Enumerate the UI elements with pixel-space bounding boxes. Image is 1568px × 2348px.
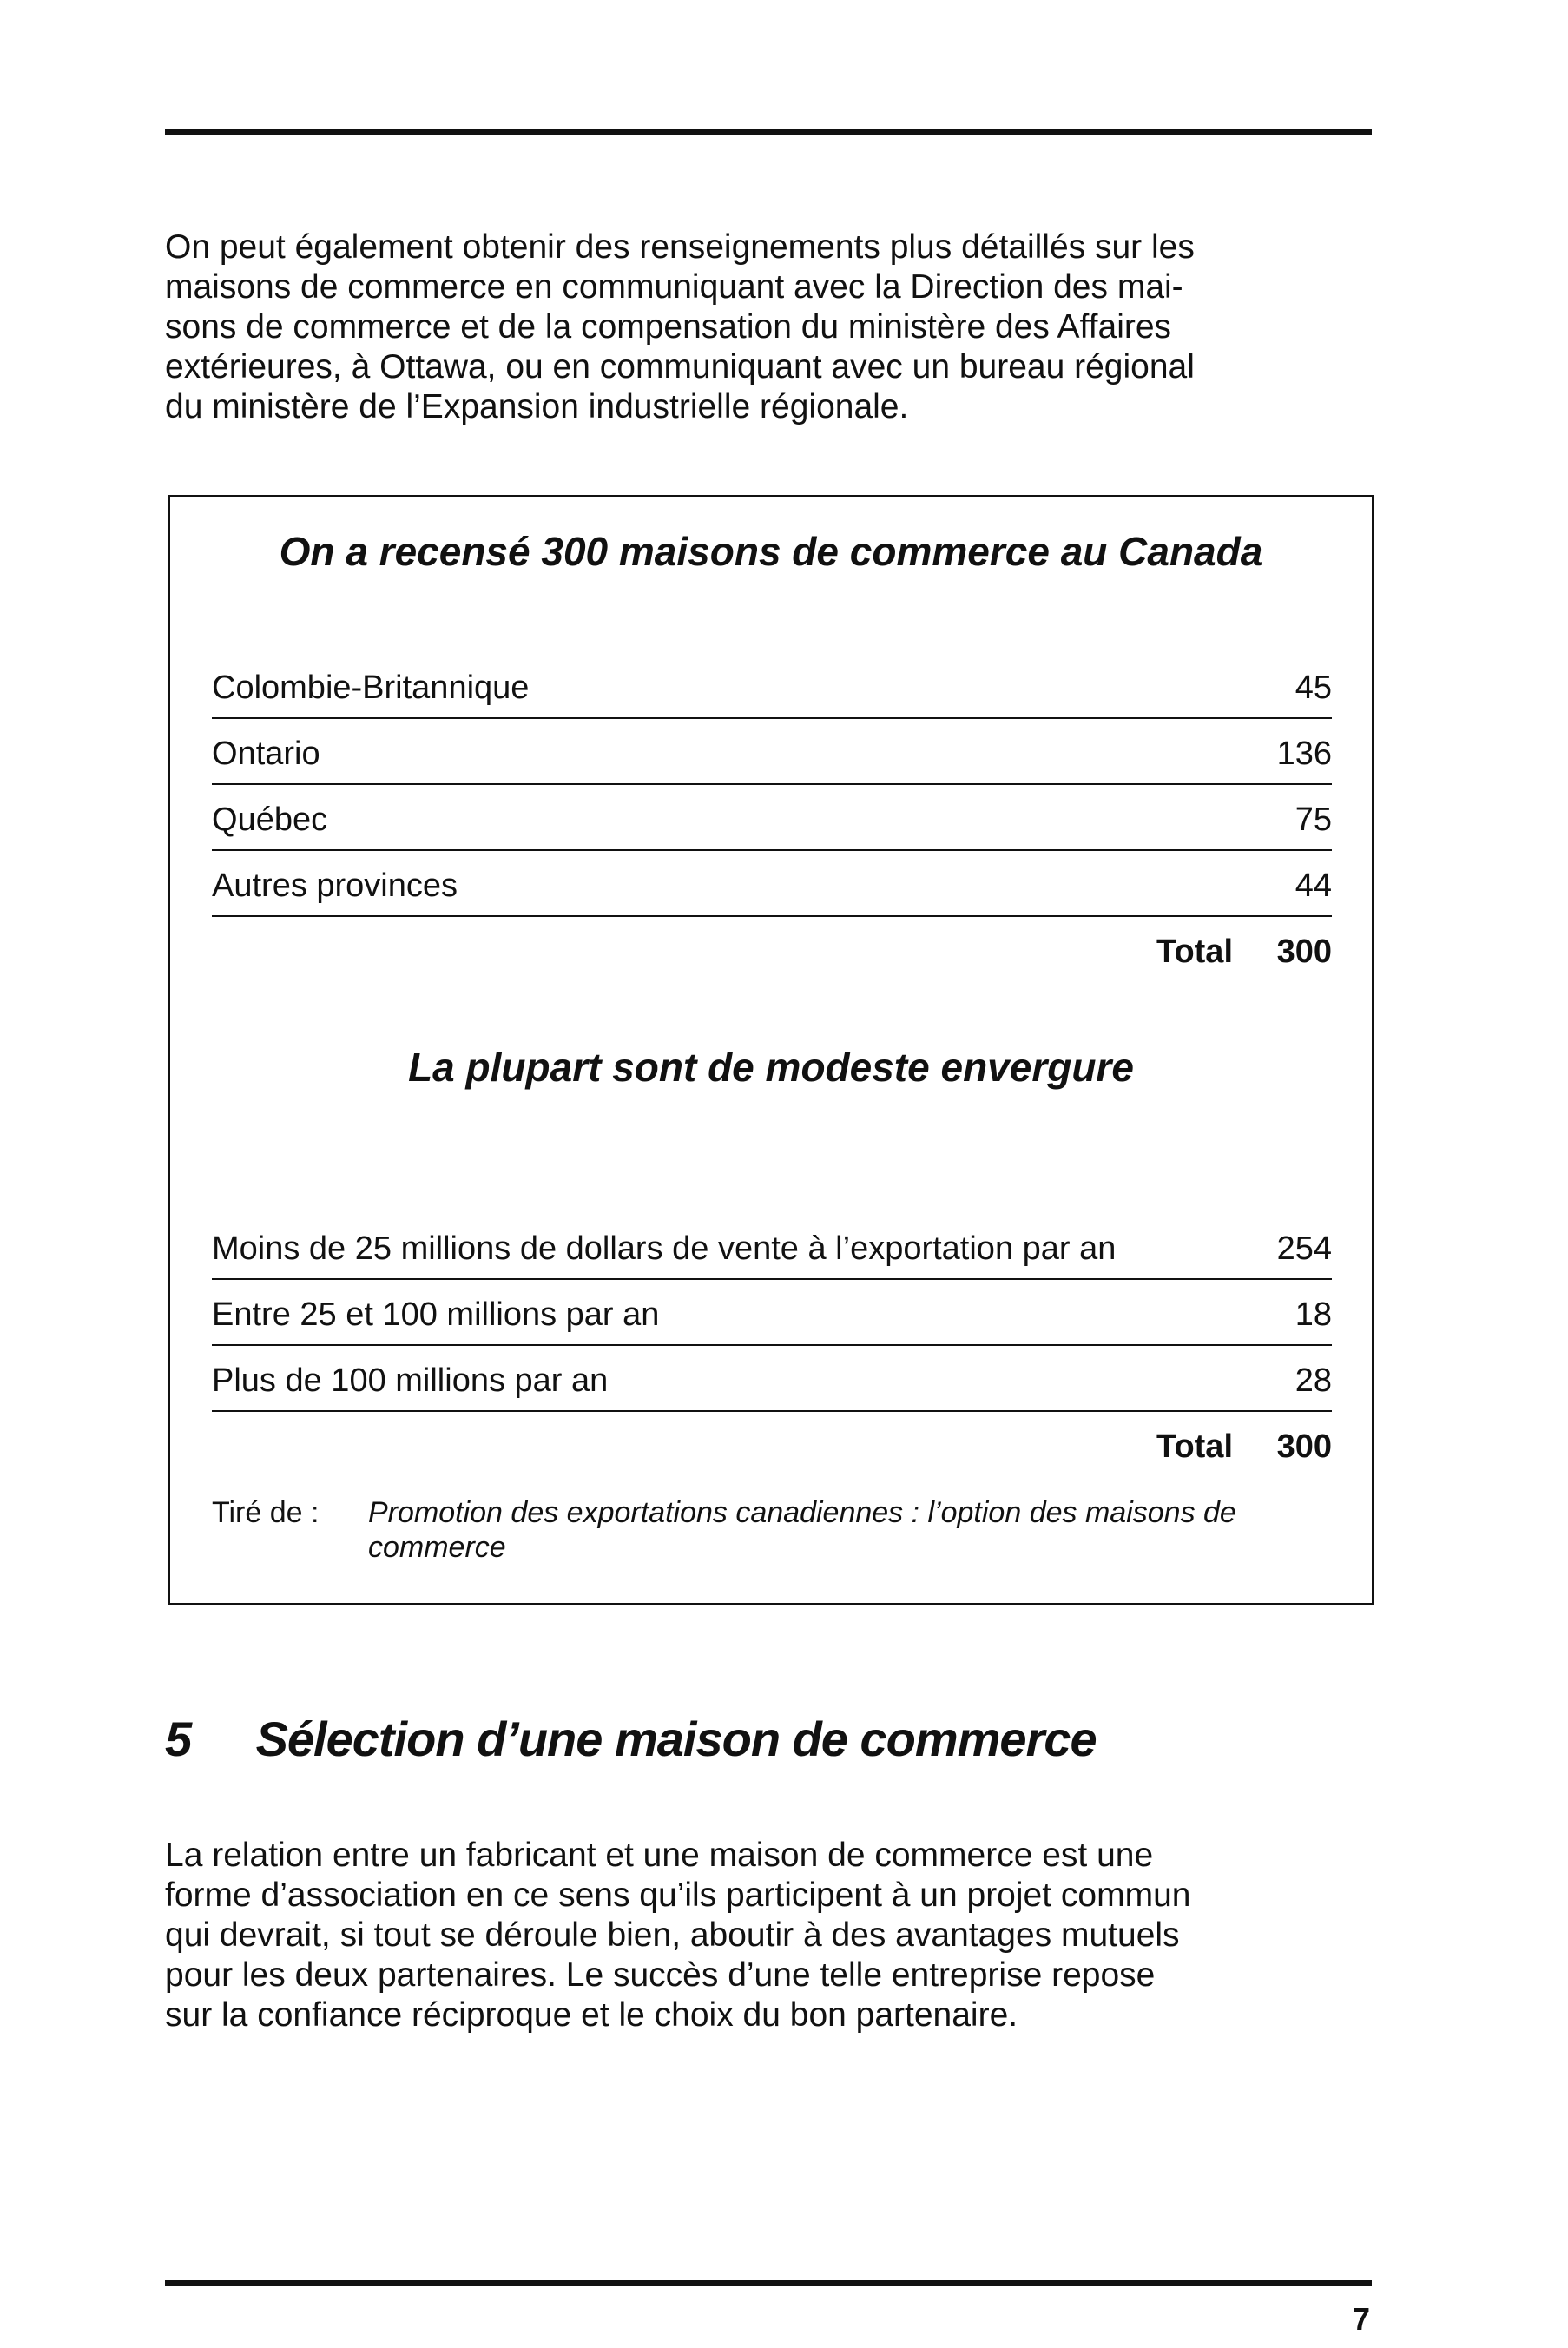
row-label: Moins de 25 millions de dollars de vente à l’exportation par an — [212, 1230, 1117, 1267]
row-label: Entre 25 et 100 millions par an — [212, 1296, 660, 1333]
box-title-count: On a recensé 300 maisons de commerce au Canada — [279, 529, 1263, 574]
row-label: Québec — [212, 801, 328, 838]
row-label: Plus de 100 millions par an — [212, 1362, 609, 1399]
total-value: 300 — [1276, 1428, 1332, 1465]
source-text: Promotion des exportations canadiennes : l’option des maisons de commerce — [368, 1496, 1236, 1564]
row-value: 28 — [1295, 1362, 1332, 1399]
row-label: Colombie-Britannique — [212, 669, 530, 706]
page-number: 7 — [1353, 2301, 1371, 2337]
table-row — [212, 1176, 1332, 1280]
table-row — [212, 851, 1332, 917]
table-row — [212, 653, 1332, 719]
total-label: Total — [1156, 933, 1233, 970]
row-label: Autres provinces — [212, 867, 458, 904]
row-value: 136 — [1276, 735, 1332, 772]
row-label: Ontario — [212, 735, 320, 772]
statistics-box — [168, 495, 1374, 1605]
total-label: Total — [1156, 1428, 1233, 1465]
section-title: Sélection d’une maison de commerce — [255, 1712, 1097, 1766]
row-value: 254 — [1276, 1230, 1332, 1267]
intro-paragraph: On peut également obtenir des renseignements plus détaillés sur les maisons de commerce en communiquant avec la Direction des mai- sons de commerce et de la compensation du ministère des Affaires extérieures, à Ottawa, ou en communiquant avec un bureau régional du ministère de l’Expansion industrielle régionale. — [165, 228, 1195, 425]
province-table — [212, 653, 1332, 981]
total-row — [212, 1412, 1332, 1476]
section-body-paragraph: La relation entre un fabricant et une maison de commerce est une forme d’association en ce sens qu’ils participent à un projet commun qui devrait, si tout se déroule bien, aboutir à des avantages mutuels pour les deux partenaires. Le succès d’une telle entreprise repose sur la confiance réciproque et le choix du bon partenaire. — [165, 1837, 1191, 2034]
total-value: 300 — [1276, 933, 1332, 970]
size-table — [212, 1176, 1332, 1476]
total-row — [212, 917, 1332, 981]
table-row — [212, 785, 1332, 851]
box-title-size: La plupart sont de modeste envergure — [408, 1045, 1134, 1090]
table-row — [212, 719, 1332, 785]
table-row — [212, 1280, 1332, 1346]
row-value: 18 — [1295, 1296, 1332, 1333]
bottom-rule — [165, 2280, 1372, 2286]
row-value: 44 — [1295, 867, 1332, 904]
section-heading — [165, 1711, 1097, 1767]
row-value: 75 — [1295, 801, 1332, 838]
table-row — [212, 1346, 1332, 1412]
top-rule — [165, 129, 1372, 135]
row-value: 45 — [1295, 669, 1332, 706]
source-label: Tiré de : — [212, 1496, 320, 1529]
section-number: 5 — [165, 1712, 192, 1766]
